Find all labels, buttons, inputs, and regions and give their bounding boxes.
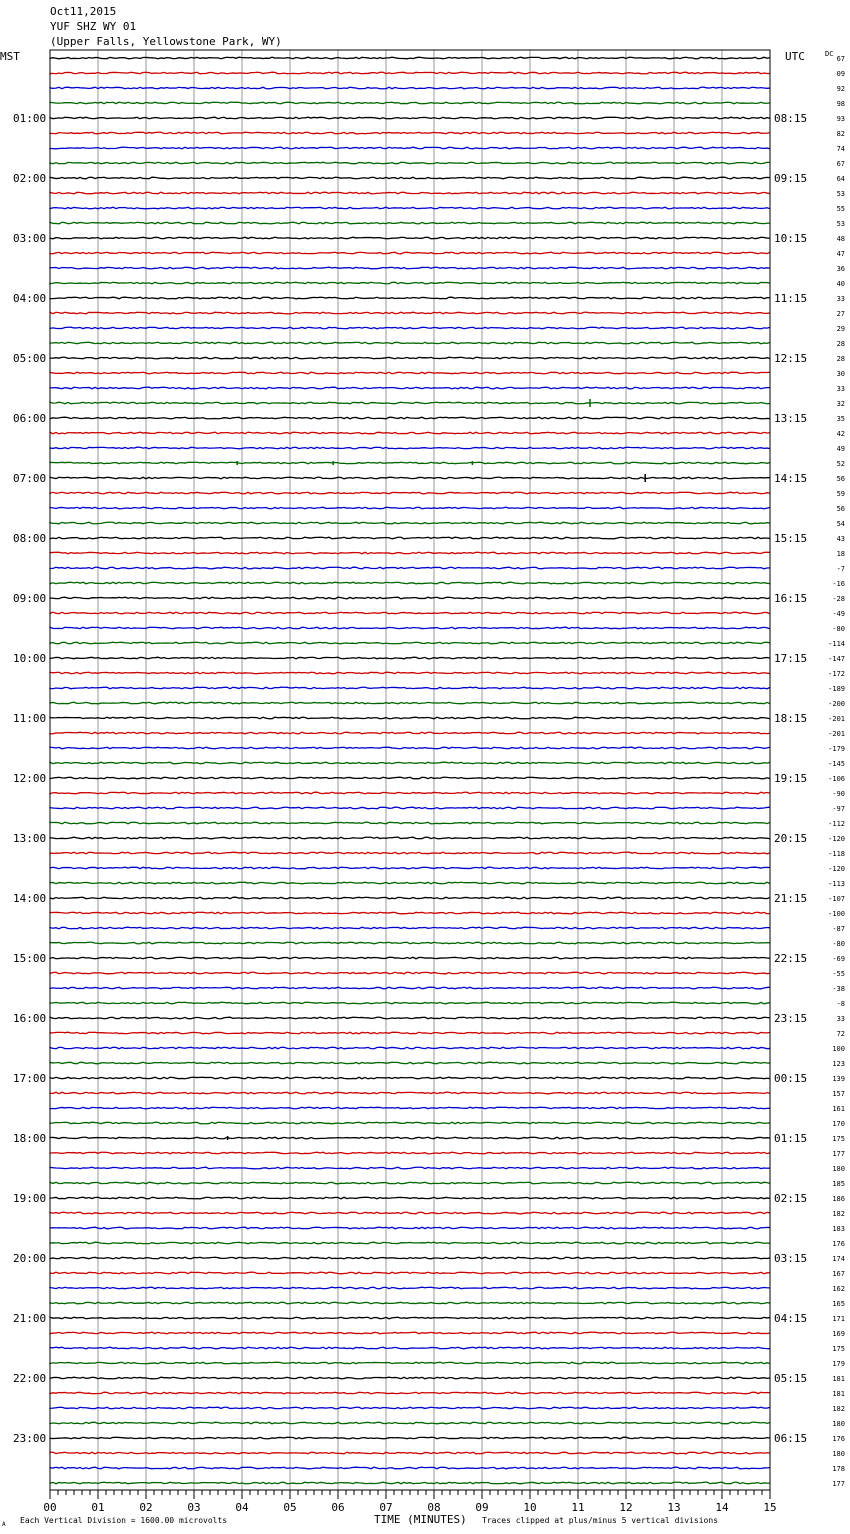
- hour-label-right: 18:15: [774, 712, 808, 725]
- trace-row: [50, 1212, 770, 1214]
- dc-offset-value: 49: [836, 445, 845, 453]
- hour-label-right: 09:15: [774, 172, 808, 185]
- dc-offset-value: -7: [836, 565, 845, 573]
- trace-row: [50, 192, 770, 194]
- trace-row: [50, 1122, 770, 1124]
- trace-row: [50, 357, 770, 359]
- dc-offset-value: 180: [832, 1450, 845, 1458]
- dc-offset-value: 32: [836, 400, 845, 408]
- x-tick-label: 05: [283, 1501, 297, 1514]
- trace-row: [50, 702, 770, 704]
- dc-offset-value: -107: [828, 895, 845, 903]
- dc-offset-value: 157: [832, 1090, 845, 1098]
- trace-row: [50, 1332, 770, 1334]
- dc-offset-value: 165: [832, 1300, 845, 1308]
- dc-offset-value: -189: [828, 685, 845, 693]
- dc-offset-value: 43: [836, 535, 845, 543]
- hour-label-right: 02:15: [774, 1192, 808, 1205]
- hour-label-right: 16:15: [774, 592, 808, 605]
- trace-row: [50, 102, 770, 104]
- trace-row: [50, 177, 770, 179]
- dc-offset-value: 139: [832, 1075, 845, 1083]
- dc-offset-value: 82: [836, 130, 845, 138]
- dc-offset-value: 59: [836, 490, 845, 498]
- trace-row: [50, 642, 770, 644]
- trace-row: [50, 72, 770, 74]
- hour-label-left: 21:00: [13, 1312, 47, 1325]
- dc-offset-value: 56: [836, 505, 845, 513]
- dc-offset-value: 40: [836, 280, 845, 288]
- hour-label-left: 04:00: [13, 292, 47, 305]
- trace-row: [50, 342, 770, 344]
- trace-row: [50, 537, 770, 539]
- hour-label-left: 05:00: [13, 352, 47, 365]
- dc-offset-value: -114: [828, 640, 845, 648]
- trace-row: [50, 807, 770, 809]
- dc-offset-value: 175: [832, 1345, 845, 1353]
- trace-row: [50, 132, 770, 134]
- trace-row: [50, 1362, 770, 1364]
- hour-label-right: 01:15: [774, 1132, 808, 1145]
- dc-offset-value: 181: [832, 1375, 845, 1383]
- hour-label-right: 10:15: [774, 232, 808, 245]
- trace-row: [50, 1227, 770, 1229]
- hour-label-left: 12:00: [13, 772, 47, 785]
- x-tick-label: 14: [715, 1501, 729, 1514]
- dc-offset-value: -55: [832, 970, 845, 978]
- trace-row: [50, 1137, 770, 1139]
- dc-offset-value: -16: [832, 580, 845, 588]
- hour-label-left: 23:00: [13, 1432, 47, 1445]
- x-tick-label: 00: [43, 1501, 57, 1514]
- dc-offset-value: 33: [836, 295, 845, 303]
- dc-offset-value: 67: [836, 55, 845, 63]
- dc-offset-value: 48: [836, 235, 845, 243]
- trace-row: [50, 1392, 770, 1394]
- hour-label-right: 08:15: [774, 112, 808, 125]
- hour-label-left: 06:00: [13, 412, 47, 425]
- dc-offset-value: 185: [832, 1180, 845, 1188]
- dc-offset-value: 181: [832, 1390, 845, 1398]
- dc-offset-value: 169: [832, 1330, 845, 1338]
- trace-row: [50, 1317, 770, 1319]
- footer-clip-note: Traces clipped at plus/minus 5 vertical divisions: [482, 1516, 719, 1525]
- trace-row: [50, 897, 770, 899]
- trace-row: [50, 972, 770, 974]
- trace-row: [50, 672, 770, 674]
- x-tick-label: 08: [427, 1501, 441, 1514]
- dc-offset-value: 28: [836, 340, 845, 348]
- trace-row: [50, 1092, 770, 1094]
- dc-offset-value: 53: [836, 220, 845, 228]
- trace-row: [50, 987, 770, 989]
- dc-offset-value: 53: [836, 190, 845, 198]
- trace-row: [50, 1482, 770, 1484]
- dc-offset-value: -38: [832, 985, 845, 993]
- trace-row: [50, 432, 770, 434]
- dc-offset-value: -147: [828, 655, 845, 663]
- dc-offset-value: 176: [832, 1240, 845, 1248]
- dc-offset-value: 180: [832, 1165, 845, 1173]
- dc-offset-value: -69: [832, 955, 845, 963]
- trace-row: [50, 1257, 770, 1259]
- trace-row: [50, 747, 770, 749]
- left-timezone-label: MST: [0, 50, 20, 63]
- dc-offset-value: 30: [836, 370, 845, 378]
- hour-label-right: 23:15: [774, 1012, 808, 1025]
- hour-label-left: 02:00: [13, 172, 47, 185]
- hour-label-right: 22:15: [774, 952, 808, 965]
- dc-offset-value: -118: [828, 850, 845, 858]
- hour-label-left: 22:00: [13, 1372, 47, 1385]
- trace-row: [50, 1002, 770, 1004]
- trace-row: [50, 1017, 770, 1019]
- trace-row: [50, 1407, 770, 1409]
- dc-offset-value: 09: [836, 70, 845, 78]
- trace-row: [50, 942, 770, 944]
- dc-offset-value: -28: [832, 595, 845, 603]
- dc-offset-value: 92: [836, 85, 845, 93]
- trace-row: [50, 882, 770, 884]
- hour-label-left: 17:00: [13, 1072, 47, 1085]
- trace-row: [50, 522, 770, 524]
- trace-row: [50, 552, 770, 554]
- header-station: YUF SHZ WY 01: [50, 20, 137, 33]
- dc-offset-value: 64: [836, 175, 845, 183]
- x-tick-label: 02: [139, 1501, 153, 1514]
- x-tick-label: 09: [475, 1501, 489, 1514]
- trace-row: [50, 507, 770, 509]
- hour-label-right: 11:15: [774, 292, 808, 305]
- trace-row: [50, 162, 770, 164]
- trace-row: [50, 912, 770, 914]
- dc-label: DC: [825, 50, 834, 58]
- hour-label-right: 20:15: [774, 832, 808, 845]
- trace-row: [50, 1422, 770, 1424]
- dc-offset-value: -113: [828, 880, 845, 888]
- dc-offset-value: 123: [832, 1060, 845, 1068]
- dc-offset-value: 33: [836, 1015, 845, 1023]
- dc-offset-value: -49: [832, 610, 845, 618]
- dc-offset-value: 28: [836, 355, 845, 363]
- hour-label-left: 03:00: [13, 232, 47, 245]
- hour-label-left: 08:00: [13, 532, 47, 545]
- dc-offset-value: 93: [836, 115, 845, 123]
- hour-label-right: 13:15: [774, 412, 808, 425]
- x-tick-label: 01: [91, 1501, 105, 1514]
- x-tick-label: 11: [571, 1501, 585, 1514]
- hour-label-right: 06:15: [774, 1432, 808, 1445]
- trace-row: [50, 657, 770, 659]
- dc-offset-value: 167: [832, 1270, 845, 1278]
- hour-label-right: 12:15: [774, 352, 808, 365]
- trace-row: [50, 87, 770, 89]
- hour-label-right: 17:15: [774, 652, 808, 665]
- dc-offset-value: -172: [828, 670, 845, 678]
- dc-offset-value: 54: [836, 520, 845, 528]
- dc-offset-value: -201: [828, 715, 845, 723]
- dc-offset-value: -179: [828, 745, 845, 753]
- hour-label-left: 14:00: [13, 892, 47, 905]
- hour-label-left: 11:00: [13, 712, 47, 725]
- trace-row: [50, 567, 770, 569]
- hour-label-left: 15:00: [13, 952, 47, 965]
- trace-row: [50, 207, 770, 209]
- dc-offset-value: 182: [832, 1210, 845, 1218]
- trace-row: [50, 1347, 770, 1349]
- trace-row: [50, 1272, 770, 1274]
- trace-row: [50, 1467, 770, 1469]
- trace-row: [50, 297, 770, 299]
- x-tick-label: 12: [619, 1501, 633, 1514]
- trace-row: [50, 1167, 770, 1169]
- x-tick-label: 03: [187, 1501, 201, 1514]
- dc-offset-value: 29: [836, 325, 845, 333]
- trace-row: [50, 147, 770, 149]
- trace-row: [50, 1242, 770, 1244]
- dc-offset-value: -87: [832, 925, 845, 933]
- dc-offset-value: 35: [836, 415, 845, 423]
- trace-row: [50, 387, 770, 389]
- trace-row: [50, 117, 770, 119]
- dc-offset-value: 72: [836, 1030, 845, 1038]
- trace-row: [50, 1377, 770, 1379]
- trace-row: [50, 582, 770, 584]
- dc-offset-value: 47: [836, 250, 845, 258]
- trace-row: [50, 477, 770, 479]
- header-location: (Upper Falls, Yellowstone Park, WY): [50, 35, 282, 48]
- corner-mark: A: [2, 1521, 6, 1528]
- trace-row: [50, 222, 770, 224]
- trace-row: [50, 717, 770, 719]
- dc-offset-value: 98: [836, 100, 845, 108]
- trace-row: [50, 1197, 770, 1199]
- trace-row: [50, 1452, 770, 1454]
- trace-row: [50, 447, 770, 449]
- trace-row: [50, 1062, 770, 1064]
- dc-offset-value: -90: [832, 790, 845, 798]
- trace-row: [50, 732, 770, 734]
- hour-label-left: 16:00: [13, 1012, 47, 1025]
- dc-offset-value: -97: [832, 805, 845, 813]
- dc-offset-value: -8: [836, 1000, 845, 1008]
- dc-offset-value: -145: [828, 760, 845, 768]
- trace-row: [50, 1077, 770, 1079]
- dc-offset-value: 27: [836, 310, 845, 318]
- x-tick-label: 04: [235, 1501, 249, 1514]
- dc-offset-value: -200: [828, 700, 845, 708]
- trace-row: [50, 327, 770, 329]
- trace-row: [50, 312, 770, 314]
- trace-row: [50, 1152, 770, 1154]
- dc-offset-value: 177: [832, 1150, 845, 1158]
- trace-row: [50, 1047, 770, 1049]
- trace-row: [50, 1107, 770, 1109]
- x-tick-label: 07: [379, 1501, 393, 1514]
- trace-row: [50, 1437, 770, 1439]
- trace-row: [50, 927, 770, 929]
- dc-offset-value: -80: [832, 625, 845, 633]
- hour-label-left: 19:00: [13, 1192, 47, 1205]
- dc-offset-value: 67: [836, 160, 845, 168]
- dc-offset-value: 100: [832, 1045, 845, 1053]
- trace-row: [50, 612, 770, 614]
- trace-row: [50, 267, 770, 269]
- dc-offset-value: -120: [828, 865, 845, 873]
- trace-row: [50, 852, 770, 854]
- hour-label-left: 20:00: [13, 1252, 47, 1265]
- dc-offset-value: 176: [832, 1435, 845, 1443]
- dc-offset-value: 175: [832, 1135, 845, 1143]
- hour-label-right: 05:15: [774, 1372, 808, 1385]
- trace-row: [50, 57, 770, 59]
- hour-label-right: 19:15: [774, 772, 808, 785]
- dc-offset-value: 55: [836, 205, 845, 213]
- hour-label-right: 00:15: [774, 1072, 808, 1085]
- footer-scale-note: Each Vertical Division = 1600.00 microvolts: [20, 1516, 228, 1525]
- dc-offset-value: 52: [836, 460, 845, 468]
- trace-row: [50, 402, 770, 404]
- hour-label-left: 13:00: [13, 832, 47, 845]
- dc-offset-value: 161: [832, 1105, 845, 1113]
- trace-row: [50, 792, 770, 794]
- x-tick-label: 06: [331, 1501, 345, 1514]
- right-timezone-label: UTC: [785, 50, 805, 63]
- trace-row: [50, 837, 770, 839]
- trace-row: [50, 462, 770, 464]
- trace-row: [50, 237, 770, 239]
- hour-label-right: 15:15: [774, 532, 808, 545]
- dc-offset-value: 182: [832, 1405, 845, 1413]
- dc-offset-value: 177: [832, 1480, 845, 1488]
- trace-row: [50, 282, 770, 284]
- hour-label-left: 01:00: [13, 112, 47, 125]
- dc-offset-value: -80: [832, 940, 845, 948]
- dc-offset-value: -201: [828, 730, 845, 738]
- dc-offset-value: -112: [828, 820, 845, 828]
- dc-offset-value: 33: [836, 385, 845, 393]
- trace-row: [50, 777, 770, 779]
- dc-offset-value: 56: [836, 475, 845, 483]
- dc-offset-value: 74: [836, 145, 845, 153]
- trace-row: [50, 867, 770, 869]
- trace-row: [50, 372, 770, 374]
- x-tick-label: 10: [523, 1501, 537, 1514]
- trace-row: [50, 1032, 770, 1034]
- x-tick-label: 13: [667, 1501, 681, 1514]
- trace-row: [50, 687, 770, 689]
- x-tick-label: 15: [763, 1501, 777, 1514]
- trace-row: [50, 762, 770, 764]
- header-date: Oct11,2015: [50, 5, 117, 18]
- trace-row: [50, 492, 770, 494]
- axis-labels: [13, 55, 845, 1514]
- trace-row: [50, 627, 770, 629]
- hour-label-right: 14:15: [774, 472, 808, 485]
- hour-label-left: 18:00: [13, 1132, 47, 1145]
- dc-offset-value: 170: [832, 1120, 845, 1128]
- dc-offset-value: 162: [832, 1285, 845, 1293]
- trace-row: [50, 417, 770, 419]
- trace-rows: [50, 57, 770, 1484]
- dc-offset-value: 186: [832, 1195, 845, 1203]
- trace-row: [50, 1302, 770, 1304]
- trace-row: [50, 252, 770, 254]
- dc-offset-value: -100: [828, 910, 845, 918]
- dc-offset-value: 42: [836, 430, 845, 438]
- dc-offset-value: -106: [828, 775, 845, 783]
- plot-frame: [50, 50, 770, 1490]
- x-axis-title: TIME (MINUTES): [374, 1513, 467, 1526]
- hour-label-left: 10:00: [13, 652, 47, 665]
- dc-offset-value: -120: [828, 835, 845, 843]
- dc-offset-value: 180: [832, 1420, 845, 1428]
- dc-offset-value: 183: [832, 1225, 845, 1233]
- dc-offset-value: 179: [832, 1360, 845, 1368]
- dc-offset-value: 178: [832, 1465, 845, 1473]
- trace-row: [50, 597, 770, 599]
- hour-label-right: 04:15: [774, 1312, 808, 1325]
- dc-offset-value: 171: [832, 1315, 845, 1323]
- dc-offset-value: 174: [832, 1255, 845, 1263]
- trace-row: [50, 1182, 770, 1184]
- dc-offset-value: 18: [836, 550, 845, 558]
- hour-label-right: 03:15: [774, 1252, 808, 1265]
- dc-offset-value: 36: [836, 265, 845, 273]
- hour-label-left: 09:00: [13, 592, 47, 605]
- trace-row: [50, 1287, 770, 1289]
- hour-label-left: 07:00: [13, 472, 47, 485]
- trace-row: [50, 822, 770, 824]
- hour-label-right: 21:15: [774, 892, 808, 905]
- trace-row: [50, 957, 770, 959]
